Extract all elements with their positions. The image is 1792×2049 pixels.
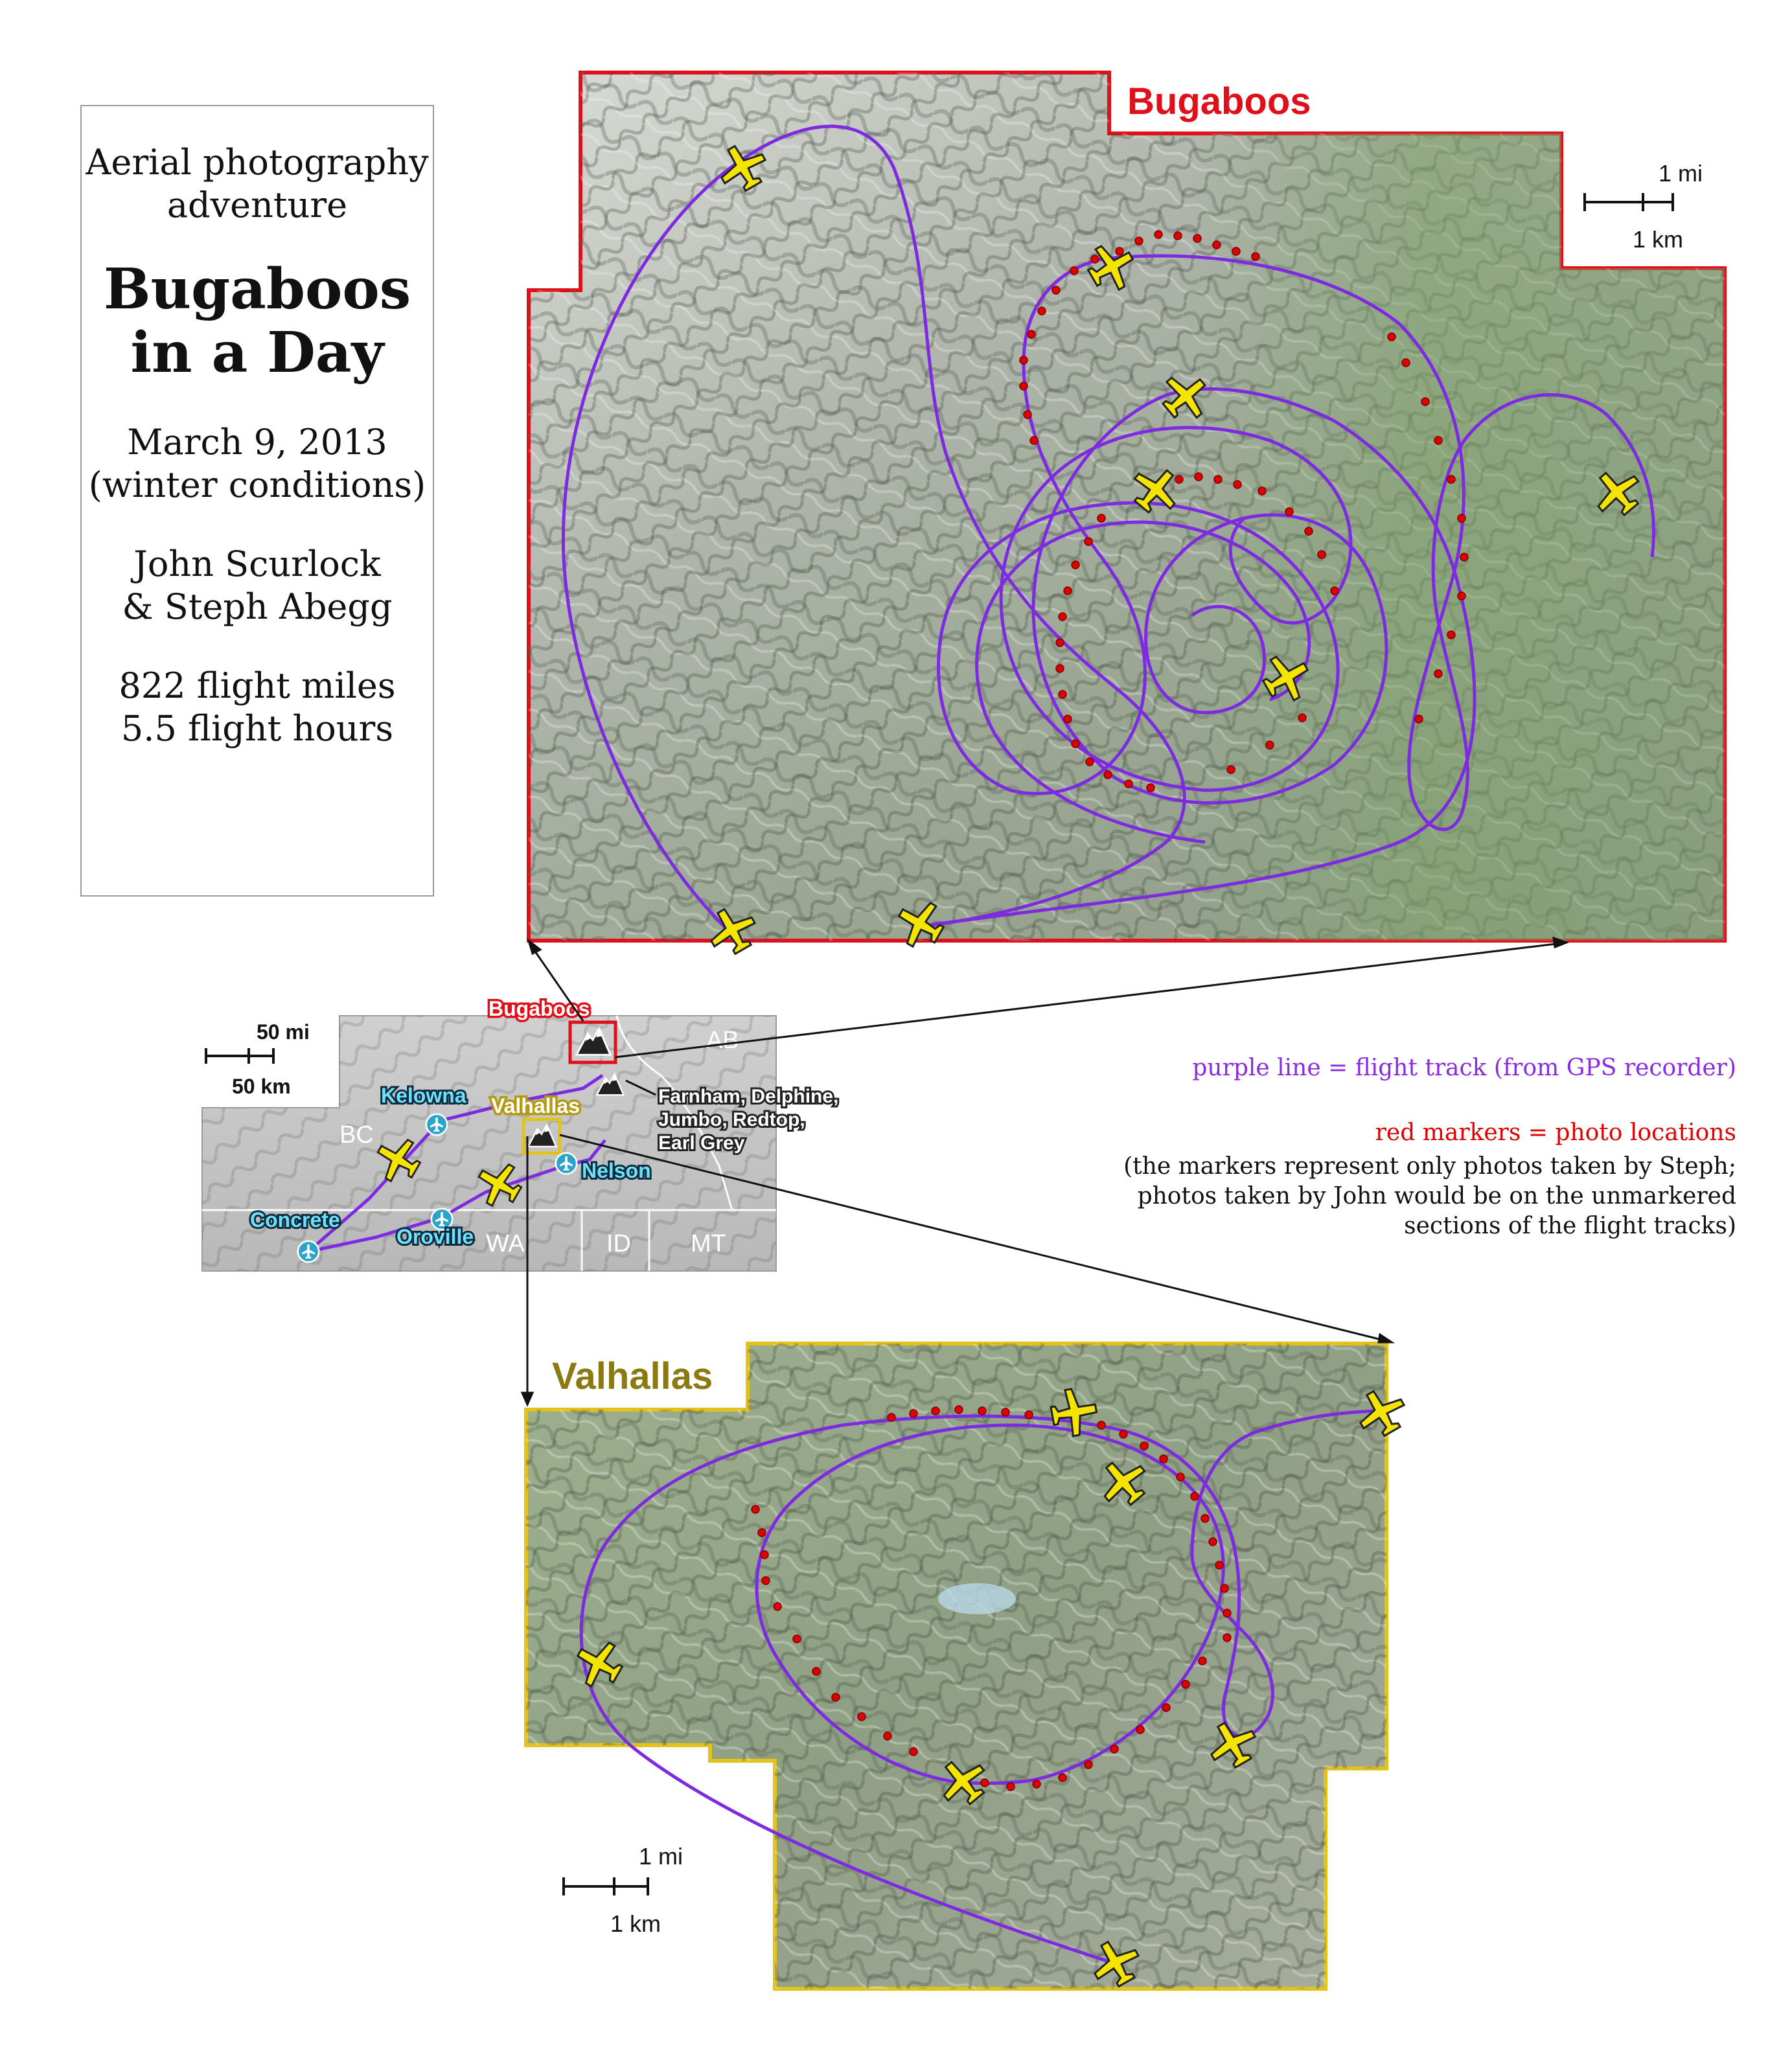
subtitle-line-2: adventure <box>167 185 348 225</box>
overview-scale-bar <box>206 1020 310 1098</box>
bugaboos-scale-bar <box>1585 160 1703 253</box>
date-line-2: (winter conditions) <box>88 464 426 505</box>
bugaboos-scale-mi: 1 mi <box>1659 160 1703 187</box>
region-label-ab: AB <box>706 1027 739 1054</box>
overview-map <box>202 997 838 1271</box>
subtitle-line-1: Aerial photography <box>86 142 429 183</box>
farnham-label-line-3: Earl Grey <box>658 1132 745 1154</box>
legend-note-line-2: photos taken by John would be on the unmarkered <box>1137 1183 1736 1209</box>
people-line-1: John Scurlock <box>133 544 381 584</box>
airport-icon <box>426 1114 447 1135</box>
overview-scale-km: 50 km <box>232 1075 291 1098</box>
valhallas-scale-km: 1 km <box>610 1910 661 1937</box>
region-label-wa: WA <box>486 1230 525 1257</box>
valhallas-map <box>526 1344 1412 1993</box>
airport-label-oroville: Oroville <box>396 1225 474 1248</box>
date-line-1: March 9, 2013 <box>127 422 387 463</box>
bugaboos-scale-km: 1 km <box>1633 226 1684 253</box>
valhallas-scale-mi: 1 mi <box>639 1843 683 1870</box>
airport-label-nelson: Nelson <box>582 1159 651 1182</box>
valhallas-label: Valhallas <box>552 1355 713 1397</box>
legend-flight-track: purple line = flight track (from GPS recorder) <box>1192 1055 1736 1081</box>
legend-photo-markers: red markers = photo locations <box>1375 1119 1736 1146</box>
bugaboos-label: Bugaboos <box>1127 80 1311 122</box>
people-line-2: & Steph Abegg <box>122 586 393 627</box>
farnham-label-line-2: Jumbo, Redtop, <box>658 1109 805 1130</box>
overview-bugaboos-label: Bugaboos <box>488 997 590 1020</box>
region-label-mt: MT <box>691 1230 726 1257</box>
stats-line-2: 5.5 flight hours <box>121 708 394 749</box>
stats-line-1: 822 flight miles <box>119 665 396 706</box>
region-label-bc: BC <box>339 1121 374 1149</box>
airport-label-concrete: Concrete <box>250 1208 340 1231</box>
legend-note-line-1: (the markers represent only photos taken by Steph; <box>1123 1153 1736 1180</box>
legend-note-line-3: sections of the flight tracks) <box>1404 1213 1736 1239</box>
region-label-id: ID <box>606 1230 631 1257</box>
valhallas-scale-bar <box>564 1843 683 1937</box>
airport-icon <box>298 1241 319 1262</box>
airport-icon <box>556 1153 577 1174</box>
airport-label-kelowna: Kelowna <box>381 1084 466 1107</box>
farnham-label-line-1: Farnham, Delphine, <box>658 1086 839 1107</box>
bugaboos-map <box>529 73 1725 961</box>
legend-note <box>1037 1152 1736 1241</box>
overview-valhallas-label: Valhallas <box>491 1094 580 1117</box>
overview-scale-mi: 50 mi <box>257 1020 310 1044</box>
title-line-1: Bugaboos <box>103 257 411 322</box>
title-line-2: in a Day <box>130 320 384 385</box>
